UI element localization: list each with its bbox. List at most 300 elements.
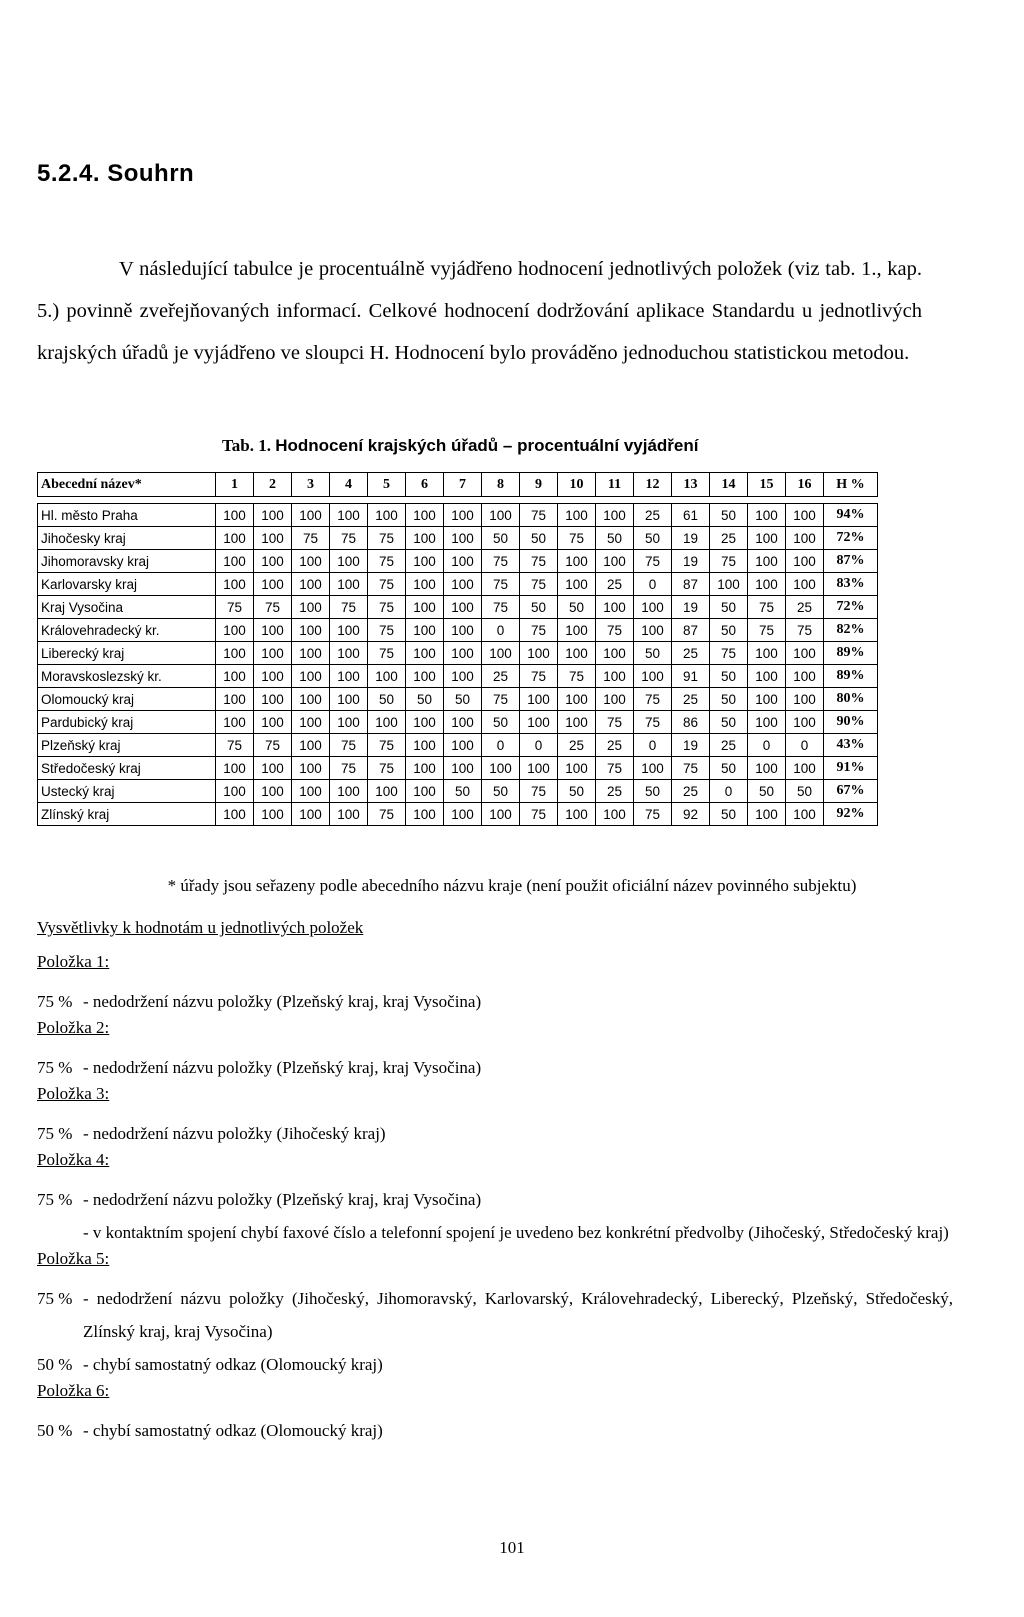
score-cell: 50 [368, 688, 406, 711]
header-col-8: 8 [482, 473, 520, 497]
score-cell: 92 [672, 803, 710, 826]
table-row [38, 734, 878, 757]
score-cell: 100 [216, 550, 254, 573]
score-cell: 100 [406, 665, 444, 688]
region-name: Moravskoslezský kr. [38, 665, 216, 688]
score-cell: 75 [710, 550, 748, 573]
score-cell: 75 [254, 596, 292, 619]
score-cell: 19 [672, 596, 710, 619]
legend-text: - nedodržení názvu položky (Plzeňský kraj, kraj Vysočina) [83, 1190, 482, 1209]
legend-item-label: Položka 5: [37, 1249, 110, 1268]
score-cell: 50 [558, 596, 596, 619]
score-cell: 100 [748, 803, 786, 826]
score-cell: 100 [748, 527, 786, 550]
score-cell: 25 [558, 734, 596, 757]
score-cell: 25 [634, 504, 672, 527]
score-cell: 91 [672, 665, 710, 688]
score-cell: 25 [710, 527, 748, 550]
score-cell: 50 [406, 688, 444, 711]
score-cell: 100 [292, 688, 330, 711]
legend-text: - chybí samostatný odkaz (Olomoucký kraj) [83, 1421, 383, 1440]
score-cell: 100 [330, 688, 368, 711]
score-cell: 75 [710, 642, 748, 665]
score-cell: 50 [710, 803, 748, 826]
score-cell: 100 [520, 757, 558, 780]
score-cell: 100 [444, 619, 482, 642]
score-cell: 100 [330, 665, 368, 688]
region-name: Karlovarsky kraj [38, 573, 216, 596]
score-cell: 100 [368, 711, 406, 734]
region-name: Olomoucký kraj [38, 688, 216, 711]
score-cell: 100 [596, 550, 634, 573]
score-cell: 100 [786, 642, 824, 665]
table-row [38, 780, 878, 803]
score-cell: 100 [292, 803, 330, 826]
score-cell: 100 [558, 550, 596, 573]
table-row [38, 596, 878, 619]
score-cell: 50 [710, 665, 748, 688]
score-cell: 50 [634, 527, 672, 550]
score-cell: 50 [634, 642, 672, 665]
header-col-15: 15 [748, 473, 786, 497]
header-col-14: 14 [710, 473, 748, 497]
score-cell: 100 [330, 619, 368, 642]
table-row [38, 550, 878, 573]
legend-line [37, 1414, 953, 1447]
table-row [38, 711, 878, 734]
score-cell: 100 [786, 711, 824, 734]
score-cell: 75 [368, 596, 406, 619]
table-caption [222, 436, 698, 456]
score-cell: 100 [520, 642, 558, 665]
score-cell: 100 [786, 573, 824, 596]
score-cell: 100 [444, 757, 482, 780]
legend-text: - nedodržení názvu položky (Jihočeský kraj) [83, 1124, 386, 1143]
score-cell: 75 [520, 619, 558, 642]
score-cell: 25 [596, 734, 634, 757]
score-cell: 100 [406, 711, 444, 734]
score-cell: 50 [710, 619, 748, 642]
score-cell: 100 [254, 757, 292, 780]
header-col-7: 7 [444, 473, 482, 497]
score-cell: 100 [558, 573, 596, 596]
score-cell: 75 [520, 573, 558, 596]
score-cell: 75 [368, 803, 406, 826]
score-cell: 0 [520, 734, 558, 757]
score-cell: 100 [406, 504, 444, 527]
score-cell: 100 [292, 734, 330, 757]
score-cell: 75 [368, 573, 406, 596]
score-cell: 75 [520, 780, 558, 803]
score-cell: 75 [368, 734, 406, 757]
header-col-2: 2 [254, 473, 292, 497]
legend-item-label: Položka 6: [37, 1381, 110, 1400]
score-cell: 100 [292, 642, 330, 665]
score-cell: 100 [406, 596, 444, 619]
score-cell: 100 [216, 711, 254, 734]
score-cell: 75 [330, 527, 368, 550]
score-cell: 100 [558, 711, 596, 734]
region-name: Kraj Vysočina [38, 596, 216, 619]
score-cell: 100 [406, 573, 444, 596]
score-cell: 75 [368, 642, 406, 665]
score-cell: 100 [748, 711, 786, 734]
total-cell: 82% [824, 619, 878, 642]
page-number: 101 [499, 1538, 525, 1557]
score-cell: 75 [368, 527, 406, 550]
score-cell: 25 [482, 665, 520, 688]
score-cell: 87 [672, 619, 710, 642]
score-cell: 100 [444, 665, 482, 688]
score-cell: 100 [596, 665, 634, 688]
legend-line [37, 1183, 953, 1216]
score-cell: 100 [444, 504, 482, 527]
score-cell: 75 [216, 596, 254, 619]
legend-percent: 75 % [37, 992, 73, 1011]
score-cell: 0 [786, 734, 824, 757]
score-cell: 0 [482, 734, 520, 757]
region-name: Liberecký kraj [38, 642, 216, 665]
score-cell: 61 [672, 504, 710, 527]
score-cell: 75 [596, 619, 634, 642]
score-cell: 100 [786, 504, 824, 527]
score-cell: 100 [406, 527, 444, 550]
score-cell: 86 [672, 711, 710, 734]
score-cell: 100 [292, 550, 330, 573]
total-cell: 72% [824, 527, 878, 550]
score-cell: 100 [254, 642, 292, 665]
region-name: Pardubický kraj [38, 711, 216, 734]
score-cell: 25 [786, 596, 824, 619]
score-cell: 50 [748, 780, 786, 803]
header-col-10: 10 [558, 473, 596, 497]
score-cell: 75 [254, 734, 292, 757]
score-cell: 100 [444, 527, 482, 550]
score-cell: 100 [406, 550, 444, 573]
total-cell: 72% [824, 596, 878, 619]
score-cell: 75 [368, 757, 406, 780]
score-cell: 25 [710, 734, 748, 757]
legend [37, 918, 953, 1447]
score-cell: 75 [634, 803, 672, 826]
total-cell: 87% [824, 550, 878, 573]
score-cell: 75 [520, 550, 558, 573]
score-cell: 100 [748, 504, 786, 527]
score-cell: 100 [748, 665, 786, 688]
table-caption-title: Hodnocení krajských úřadů – procentuální vyjádření [275, 436, 699, 455]
table-row [38, 688, 878, 711]
section-heading: 5.2.4. Souhrn [37, 160, 195, 187]
score-cell: 100 [254, 665, 292, 688]
score-cell: 75 [482, 573, 520, 596]
total-cell: 90% [824, 711, 878, 734]
legend-percent: 50 % [37, 1355, 73, 1374]
table-header-row [38, 473, 878, 497]
evaluation-table [37, 472, 878, 826]
total-cell: 89% [824, 642, 878, 665]
score-cell: 100 [368, 504, 406, 527]
legend-line [37, 1348, 953, 1381]
score-cell: 25 [596, 780, 634, 803]
score-cell: 100 [748, 550, 786, 573]
legend-line [37, 1051, 953, 1084]
score-cell: 100 [406, 780, 444, 803]
score-cell: 0 [634, 573, 672, 596]
score-cell: 100 [330, 642, 368, 665]
score-cell: 100 [634, 665, 672, 688]
score-cell: 100 [292, 665, 330, 688]
table-row [38, 527, 878, 550]
table-row [38, 504, 878, 527]
score-cell: 75 [786, 619, 824, 642]
table-caption-label: Tab. 1. [222, 436, 271, 455]
score-cell: 75 [330, 734, 368, 757]
score-cell: 100 [292, 780, 330, 803]
score-cell: 100 [558, 642, 596, 665]
score-cell: 100 [330, 803, 368, 826]
score-cell: 50 [710, 596, 748, 619]
table-row [38, 573, 878, 596]
score-cell: 19 [672, 734, 710, 757]
header-col-5: 5 [368, 473, 406, 497]
region-name: Plzeňský kraj [38, 734, 216, 757]
legend-percent: 75 % [37, 1190, 73, 1209]
score-cell: 100 [748, 688, 786, 711]
total-cell: 91% [824, 757, 878, 780]
score-cell: 50 [482, 780, 520, 803]
score-cell: 100 [444, 573, 482, 596]
score-cell: 100 [786, 803, 824, 826]
score-cell: 50 [520, 596, 558, 619]
score-cell: 100 [254, 780, 292, 803]
table-row [38, 803, 878, 826]
score-cell: 100 [482, 504, 520, 527]
table-row [38, 757, 878, 780]
total-cell: 92% [824, 803, 878, 826]
score-cell: 100 [406, 734, 444, 757]
header-col-11: 11 [596, 473, 634, 497]
score-cell: 75 [596, 711, 634, 734]
score-cell: 100 [330, 550, 368, 573]
legend-item-label: Položka 2: [37, 1018, 110, 1037]
total-cell: 80% [824, 688, 878, 711]
score-cell: 100 [330, 504, 368, 527]
score-cell: 50 [634, 780, 672, 803]
score-cell: 25 [672, 642, 710, 665]
score-cell: 100 [786, 665, 824, 688]
score-cell: 100 [558, 688, 596, 711]
score-cell: 19 [672, 527, 710, 550]
score-cell: 100 [406, 619, 444, 642]
score-cell: 100 [444, 596, 482, 619]
score-cell: 100 [596, 688, 634, 711]
score-cell: 100 [786, 527, 824, 550]
legend-line [37, 985, 953, 1018]
score-cell: 100 [482, 757, 520, 780]
score-cell: 100 [786, 757, 824, 780]
region-name: Královehradecký kr. [38, 619, 216, 642]
score-cell: 0 [482, 619, 520, 642]
score-cell: 100 [482, 803, 520, 826]
legend-percent: 75 % [37, 1124, 73, 1143]
score-cell: 75 [748, 619, 786, 642]
table-footnote: * úřady jsou seřazeny podle abecedního názvu kraje (není použit oficiální název povinného subjektu) [167, 876, 857, 895]
score-cell: 87 [672, 573, 710, 596]
score-cell: 100 [558, 757, 596, 780]
score-cell: 100 [710, 573, 748, 596]
score-cell: 100 [216, 757, 254, 780]
score-cell: 100 [558, 803, 596, 826]
score-cell: 75 [330, 757, 368, 780]
score-cell: 100 [292, 573, 330, 596]
score-cell: 75 [482, 550, 520, 573]
header-col-3: 3 [292, 473, 330, 497]
score-cell: 100 [368, 780, 406, 803]
score-cell: 75 [558, 527, 596, 550]
table-row [38, 619, 878, 642]
header-col-13: 13 [672, 473, 710, 497]
score-cell: 100 [406, 757, 444, 780]
score-cell: 75 [596, 757, 634, 780]
score-cell: 100 [634, 757, 672, 780]
score-cell: 75 [330, 596, 368, 619]
score-cell: 75 [368, 619, 406, 642]
score-cell: 50 [596, 527, 634, 550]
legend-text: - chybí samostatný odkaz (Olomoucký kraj) [83, 1355, 383, 1374]
score-cell: 100 [748, 642, 786, 665]
region-name: Jihočesky kraj [38, 527, 216, 550]
score-cell: 75 [482, 596, 520, 619]
score-cell: 100 [444, 803, 482, 826]
score-cell: 100 [596, 803, 634, 826]
score-cell: 100 [444, 550, 482, 573]
score-cell: 75 [520, 665, 558, 688]
region-name: Ustecký kraj [38, 780, 216, 803]
total-cell: 89% [824, 665, 878, 688]
header-name: Abecední název* [38, 473, 216, 497]
header-col-4: 4 [330, 473, 368, 497]
score-cell: 100 [748, 757, 786, 780]
score-cell: 50 [710, 711, 748, 734]
score-cell: 100 [292, 711, 330, 734]
legend-item-label: Položka 4: [37, 1150, 110, 1169]
score-cell: 75 [672, 757, 710, 780]
score-cell: 100 [786, 688, 824, 711]
score-cell: 100 [330, 711, 368, 734]
score-cell: 100 [254, 527, 292, 550]
header-col-9: 9 [520, 473, 558, 497]
score-cell: 50 [786, 780, 824, 803]
score-cell: 75 [292, 527, 330, 550]
score-cell: 100 [254, 688, 292, 711]
score-cell: 19 [672, 550, 710, 573]
score-cell: 100 [520, 711, 558, 734]
header-col-6: 6 [406, 473, 444, 497]
legend-line [37, 1282, 953, 1348]
total-cell: 83% [824, 573, 878, 596]
score-cell: 100 [254, 803, 292, 826]
score-cell: 75 [634, 550, 672, 573]
score-cell: 100 [216, 642, 254, 665]
score-cell: 25 [596, 573, 634, 596]
score-cell: 75 [216, 734, 254, 757]
legend-text: - nedodržení názvu položky (Jihočeský, Jihomoravský, Karlovarský, Královehradecký, Liberecký, Plzeňský, Středočeský, Zlínský kraj, kraj Vysočina) [83, 1289, 953, 1341]
score-cell: 100 [444, 734, 482, 757]
header-h: H % [824, 473, 878, 497]
score-cell: 100 [216, 573, 254, 596]
score-cell: 0 [710, 780, 748, 803]
score-cell: 75 [482, 688, 520, 711]
score-cell: 75 [520, 504, 558, 527]
score-cell: 100 [330, 780, 368, 803]
legend-item-label: Položka 1: [37, 952, 110, 971]
score-cell: 100 [558, 504, 596, 527]
legend-item-label: Položka 3: [37, 1084, 110, 1103]
score-cell: 100 [254, 619, 292, 642]
intro-paragraph: V následující tabulce je procentuálně vyjádřeno hodnocení jednotlivých položek (viz tab. 1., kap. 5.) povinně zveřejňovaných informací. Celkové hodnocení dodržování aplikace Standardu u jednotlivých krajských úřadů je vyjádřeno ve sloupci H. Hodnocení bylo prováděno jednoduchou statistickou metodou. [37, 258, 922, 364]
score-cell: 100 [254, 711, 292, 734]
score-cell: 50 [520, 527, 558, 550]
legend-percent: 75 % [37, 1289, 73, 1308]
score-cell: 100 [216, 688, 254, 711]
score-cell: 100 [368, 665, 406, 688]
legend-text: - nedodržení názvu položky (Plzeňský kraj, kraj Vysočina) [83, 1058, 482, 1077]
total-cell: 67% [824, 780, 878, 803]
score-cell: 100 [292, 504, 330, 527]
score-cell: 100 [444, 711, 482, 734]
score-cell: 100 [216, 619, 254, 642]
total-cell: 94% [824, 504, 878, 527]
score-cell: 100 [596, 596, 634, 619]
score-cell: 100 [216, 527, 254, 550]
legend-text: - v kontaktním spojení chybí faxové číslo a telefonní spojení je uvedeno bez konkrétní předvolby (Jihočeský, Středočeský kraj) [83, 1223, 949, 1242]
score-cell: 100 [216, 780, 254, 803]
score-cell: 50 [482, 711, 520, 734]
header-col-16: 16 [786, 473, 824, 497]
score-cell: 50 [444, 780, 482, 803]
total-cell: 43% [824, 734, 878, 757]
score-cell: 100 [596, 504, 634, 527]
region-name: Hl. město Praha [38, 504, 216, 527]
score-cell: 100 [444, 642, 482, 665]
score-cell: 50 [482, 527, 520, 550]
legend-text: - nedodržení názvu položky (Plzeňský kraj, kraj Vysočina) [83, 992, 482, 1011]
region-name: Středočeský kraj [38, 757, 216, 780]
region-name: Jihomoravsky kraj [38, 550, 216, 573]
score-cell: 75 [634, 688, 672, 711]
score-cell: 50 [558, 780, 596, 803]
score-cell: 100 [520, 688, 558, 711]
score-cell: 0 [634, 734, 672, 757]
score-cell: 50 [710, 504, 748, 527]
legend-percent: 50 % [37, 1421, 73, 1440]
score-cell: 100 [786, 550, 824, 573]
score-cell: 75 [520, 803, 558, 826]
score-cell: 100 [216, 665, 254, 688]
score-cell: 100 [634, 619, 672, 642]
score-cell: 100 [596, 642, 634, 665]
score-cell: 100 [406, 803, 444, 826]
score-cell: 100 [216, 803, 254, 826]
table-spacer [38, 497, 878, 504]
score-cell: 100 [292, 619, 330, 642]
score-cell: 25 [672, 780, 710, 803]
score-cell: 100 [406, 642, 444, 665]
score-cell: 50 [710, 688, 748, 711]
legend-percent: 75 % [37, 1058, 73, 1077]
table-row [38, 665, 878, 688]
legend-line [37, 1117, 953, 1150]
